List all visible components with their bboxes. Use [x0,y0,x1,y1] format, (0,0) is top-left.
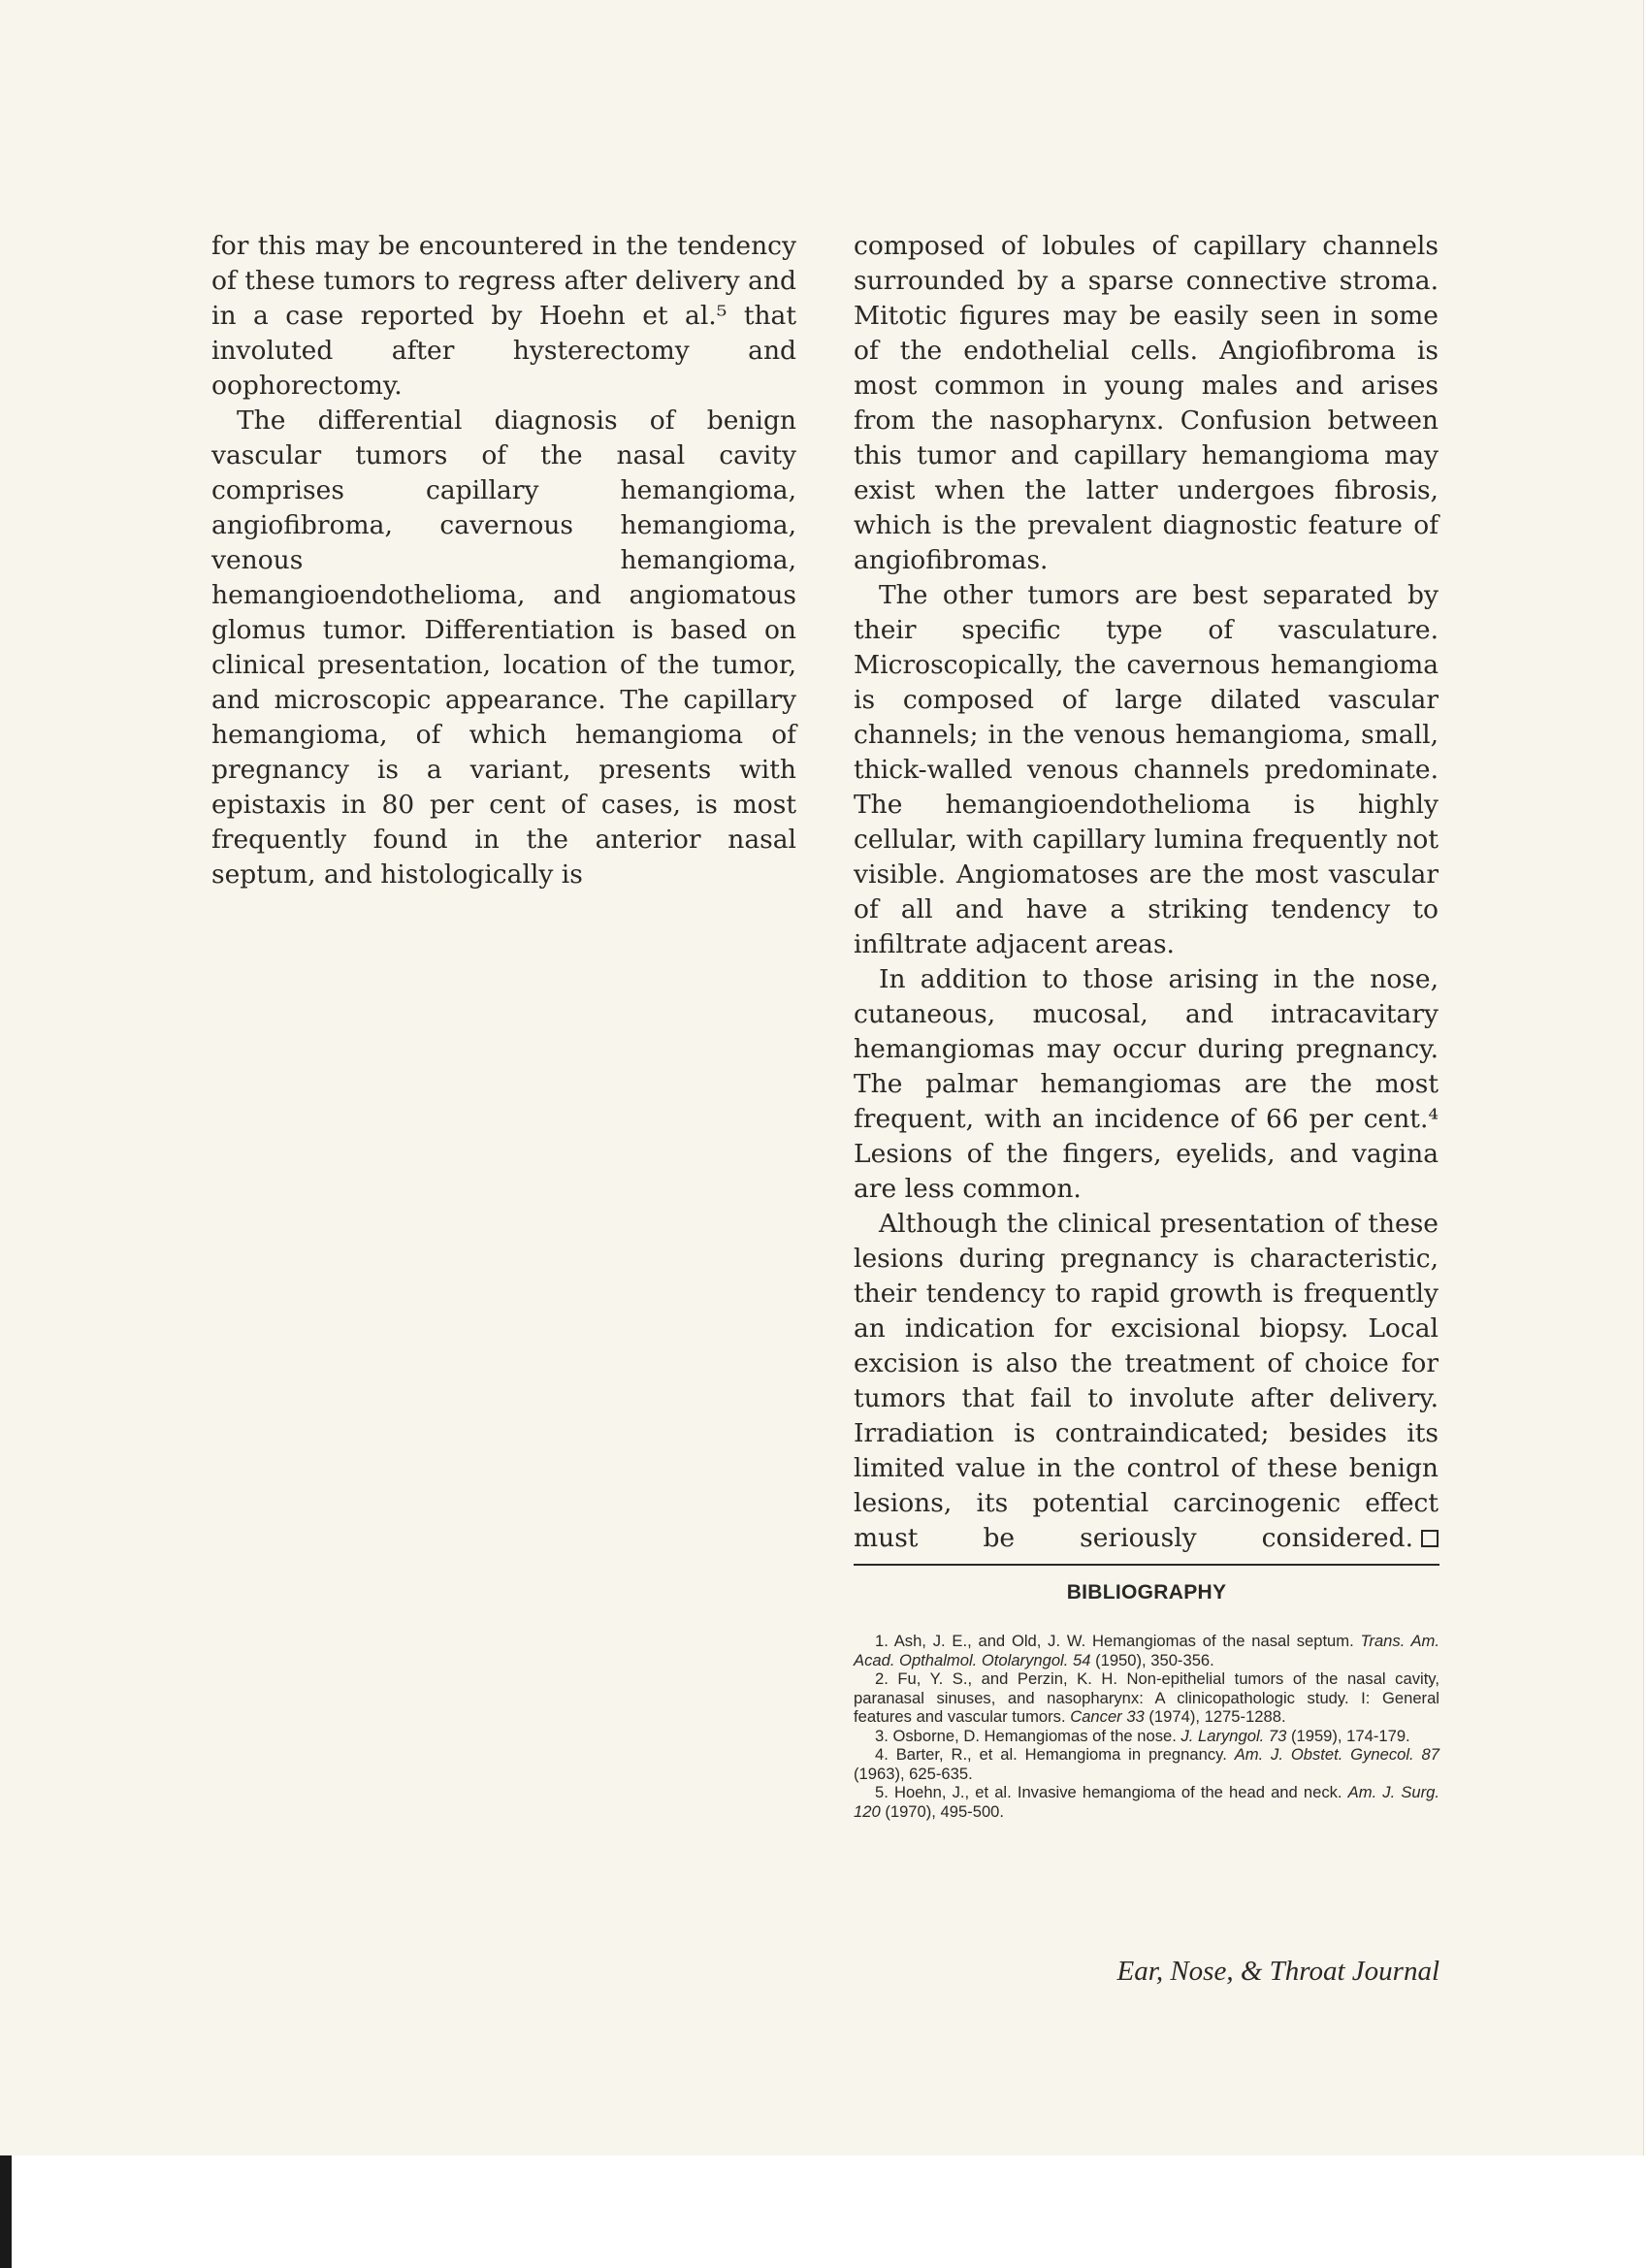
paragraph: for this may be encountered in the tendency of these tumors to regress after delivery and in a case reported by Hoehn et al.⁵ that involuted after hysterectomy and oophorectomy. [211,231,796,401]
reference-number: 4. [875,1745,889,1764]
bibliography-title: BIBLIOGRAPHY [1066,1581,1227,1604]
reference-details: (1950), 350-356. [1095,1650,1214,1669]
reference-item [854,1745,1439,1783]
paragraph: composed of lobules of capillary channels surrounded by a sparse connective stroma. Mitotic figures may be easily seen in some of the endothelial cells. Angiofibroma is most common in young males and arises from the nasopharynx. Confusion between this tumor and capillary hemangioma may exist when the latter undergoes fibrosis, which is the prevalent diagnostic feature of angiofibromas. [854,231,1439,575]
reference-details: (1959), 174-179. [1290,1726,1410,1745]
reference-item [854,1727,1439,1746]
paragraph-final [854,1207,1439,1556]
reference-authors: Hoehn, J., et al. Invasive hemangioma of the head and neck. [893,1783,1342,1801]
reference-details: (1970), 495-500. [885,1801,1005,1821]
reference-authors: Fu, Y. S., and Perzin, K. H. Non-epithelial tumors of the nasal cavity, paranasal sinuses, and nasopharynx: A clinicopathologic study. I: General features and vascular tumors. [854,1669,1439,1726]
reference-authors: Barter, R., et al. Hemangioma in pregnancy. [895,1745,1227,1764]
journal-footer: Ear, Nose, & Throat Journal [1116,1956,1439,1987]
reference-number: 5. [875,1783,889,1801]
bibliography-rule [854,1564,1439,1566]
scan-edge [0,2155,12,2268]
reference-journal: Trans. Am. Acad. Opthalmol. Otolaryngol. 54 [854,1632,1439,1669]
bibliography-list [854,1632,1439,1821]
reference-number: 2. [875,1669,889,1688]
reference-item [854,1669,1439,1727]
reference-number: 3. [875,1726,889,1745]
reference-journal: Cancer 33 [1070,1707,1145,1726]
left-column [211,229,796,892]
reference-item [854,1632,1439,1669]
paragraph: The other tumors are best separated by their specific type of vasculature. Microscopically, the cavernous hemangioma is composed of large dilated vascular channels; in the venous hemangioma, small, thick-walled venous channels predominate. The hemangioendothelioma is highly cellular, with capillary lumina frequently not visible. Angiomatoses are the most vascular of all and have a striking tendency to infiltrate adjacent areas. [854,580,1439,959]
reference-item [854,1783,1439,1821]
reference-details: (1974), 1275-1288. [1148,1707,1286,1726]
reference-journal: J. Laryngol. 73 [1180,1726,1287,1745]
reference-journal: Am. J. Surg. 120 [854,1783,1439,1821]
reference-number: 1. [875,1632,889,1650]
end-of-article-square-icon [1421,1530,1439,1547]
paragraph: In addition to those arising in the nose, cutaneous, mucosal, and intracavitary hemangiomas may occur during pregnancy. The palmar hemangiomas are the most frequent, with an incidence of 66 per cent.⁴ Lesions of the fingers, eyelids, and vagina are less common. [854,964,1439,1204]
right-column [854,229,1439,1556]
reference-details: (1963), 625-635. [854,1764,973,1783]
reference-authors: Ash, J. E., and Old, J. W. Hemangiomas of the nasal septum. [893,1632,1354,1650]
reference-journal: Am. J. Obstet. Gynecol. 87 [1234,1745,1439,1764]
paragraph: The differential diagnosis of benign vascular tumors of the nasal cavity comprises capillary hemangioma, angiofibroma, cavernous hemangioma, venous hemangioma, hemangioendothelioma, and angiomatous glomus tumor. Differentiation is based on clinical presentation, location of the tumor, and microscopic appearance. The capillary hemangioma, of which hemangioma of pregnancy is a variant, presents with epistaxis in 80 per cent of cases, is most frequently found in the anterior nasal septum, and histologically is [211,405,796,890]
paragraph-text: Although the clinical presentation of these lesions during pregnancy is characteristic, their tendency to rapid growth is frequently an indication for excisional biopsy. Local excision is also the treatment of choice for tumors that fail to involute after delivery. Irradiation is contraindicated; besides its limited value in the control of these benign lesions, its potential carcinogenic effect must be seriously considered. [854,1209,1439,1553]
reference-authors: Osborne, D. Hemangiomas of the nose. [892,1726,1177,1745]
